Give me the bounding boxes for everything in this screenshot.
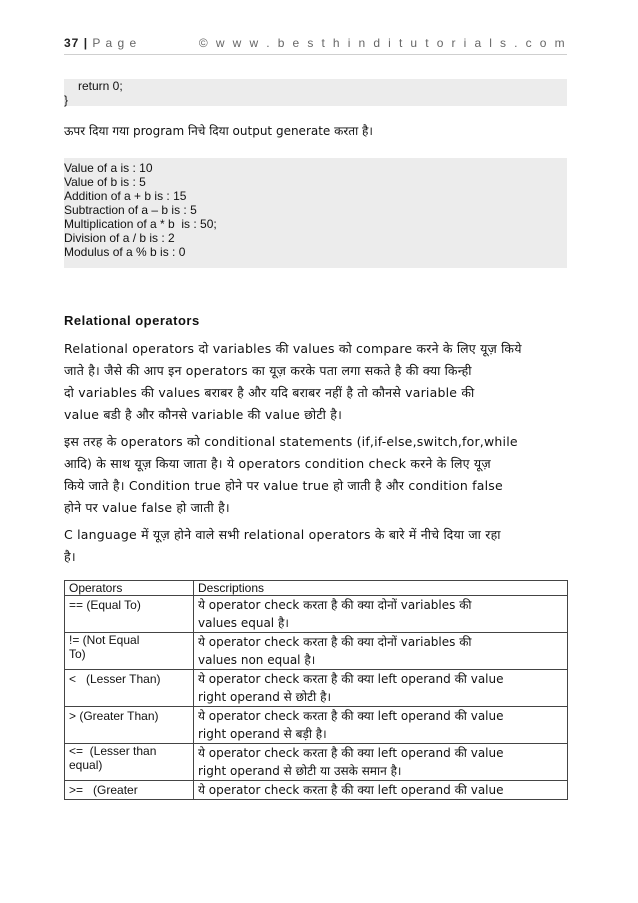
text-line: Relational operators दो variables की values को compare करने के लिए यूज़ किये	[64, 341, 522, 356]
table-row	[65, 744, 568, 781]
text-line: इस तरह के operators को conditional statements (if,if-else,switch,for,while	[64, 434, 518, 449]
table-row	[65, 670, 568, 707]
text-line: है।	[64, 549, 76, 564]
page-number-label: 37 | P a g e	[64, 36, 138, 50]
text-line: दो variables की values बराबर है और यदि बराबर नहीं है तो कौनसे variable की	[64, 385, 475, 400]
output-line: Addition of a + b is : 15	[64, 189, 187, 203]
output-line: Subtraction of a – b is : 5	[64, 203, 197, 217]
text-line: किये जाते है। Condition true होने पर value true हो जाती है और condition false	[64, 478, 503, 493]
text-line: आदि) के साथ यूज़ किया जाता है। ये operators condition check करने के लिए यूज़	[64, 456, 491, 471]
description-cell: ये operator check करता है की क्या दोनों variables की values non equal है।	[194, 633, 568, 670]
description-cell: ये operator check करता है की क्या दोनों variables की values equal है।	[194, 596, 568, 633]
intro-sentence: ऊपर दिया गया program निचे दिया output generate करता है।	[64, 124, 373, 138]
text-line: जाते है। जैसे की आप इन operators का यूज़ करके पता लगा सकते है की क्या किन्ही	[64, 363, 472, 378]
operator-cell: > (Greater Than)	[65, 707, 194, 744]
table-row	[65, 633, 568, 670]
table-row	[65, 596, 568, 633]
table-row	[65, 707, 568, 744]
header-cell-descriptions: Descriptions	[194, 581, 568, 596]
code-block-return	[64, 79, 567, 106]
operator-cell: <= (Lesser than equal)	[65, 744, 194, 781]
description-cell: ये operator check करता है की क्या left operand की value right operand से छोटी या उसके समान है।	[194, 744, 568, 781]
table-header-row	[65, 581, 568, 596]
description-cell: ये operator check करता है की क्या left operand की value right operand से बड़ी है।	[194, 707, 568, 744]
description-cell: ये operator check करता है की क्या left operand की value	[194, 781, 568, 800]
description-cell: ये operator check करता है की क्या left operand की value right operand से छोटी है।	[194, 670, 568, 707]
output-line: Division of a / b is : 2	[64, 231, 175, 245]
text-line: होने पर value false हो जाती है।	[64, 500, 230, 515]
page-header	[64, 36, 567, 55]
output-line: Value of b is : 5	[64, 175, 146, 189]
output-line: Multiplication of a * b is : 50;	[64, 217, 217, 231]
operator-cell: < (Lesser Than)	[65, 670, 194, 707]
operator-cell: != (Not Equal To)	[65, 633, 194, 670]
text-line: value बडी है और कौनसे variable की value छोटी है।	[64, 407, 343, 422]
operator-cell: >= (Greater	[65, 781, 194, 800]
output-line: Value of a is : 10	[64, 161, 153, 175]
header-cell-operators: Operators	[65, 581, 194, 596]
operators-table	[64, 580, 568, 800]
output-block	[64, 158, 567, 268]
site-url: © w w w . b e s t h i n d i t u t o r i a l s . c o m	[198, 36, 567, 50]
code-line: }	[64, 93, 69, 107]
operator-cell: == (Equal To)	[65, 596, 194, 633]
table-row	[65, 781, 568, 800]
output-line: Modulus of a % b is : 0	[64, 245, 186, 259]
code-line: return 0;	[78, 79, 123, 93]
text-line: C language में यूज़ होने वाले सभी relational operators के बारे में नीचे दिया जा रहा	[64, 527, 501, 542]
section-heading: Relational operators	[64, 313, 200, 328]
